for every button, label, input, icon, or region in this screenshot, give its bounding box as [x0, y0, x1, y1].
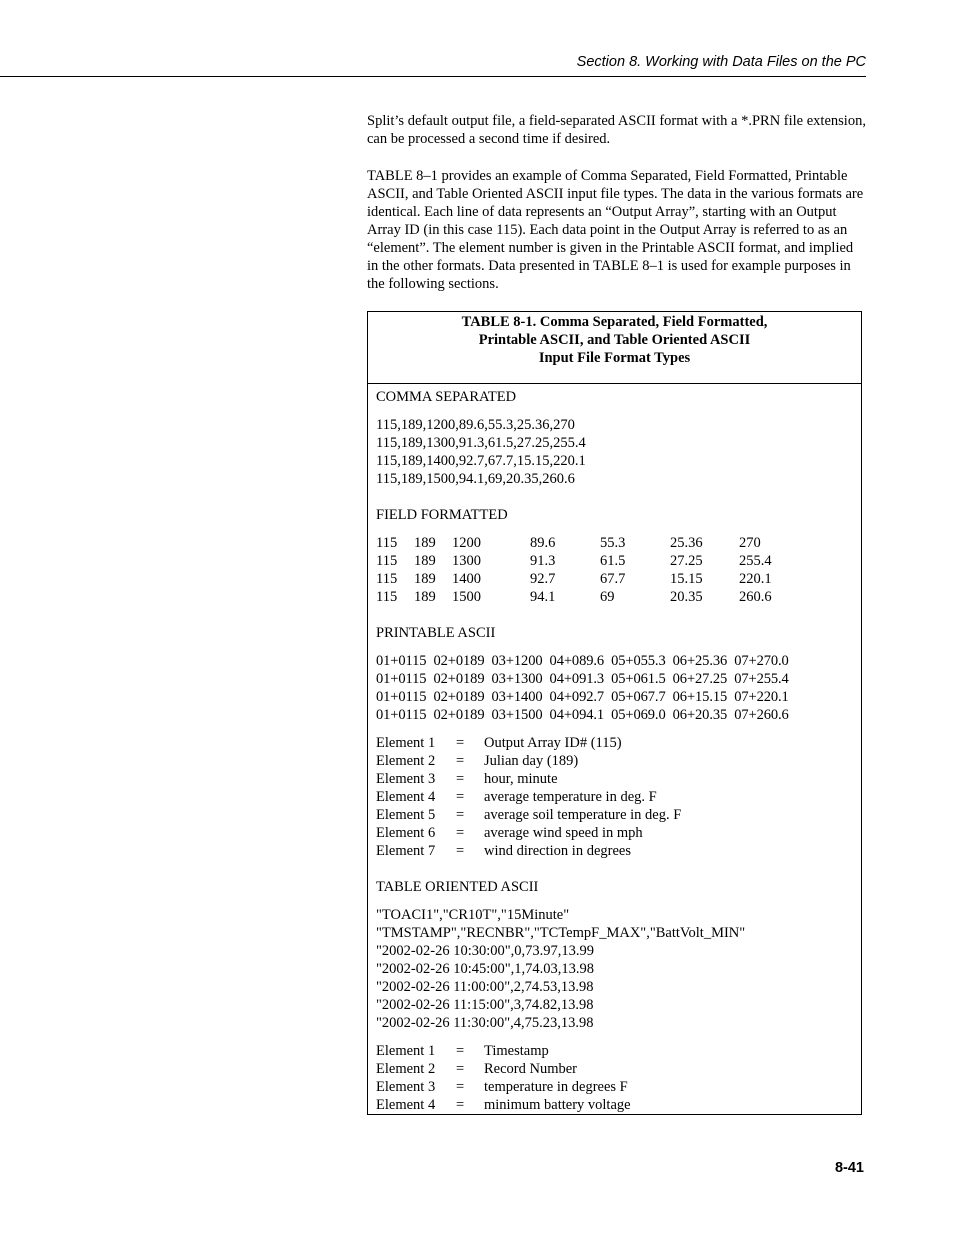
element-definition — [376, 1042, 861, 1060]
format-table — [367, 311, 862, 1115]
section-heading-printable: PRINTABLE ASCII — [376, 625, 496, 641]
field-cell: 1500 — [452, 589, 481, 605]
field-cell: 189 — [414, 553, 436, 569]
data-line: 01+0115 02+0189 03+1200 04+089.6 05+055.3 06+25.36 07+270.0 — [376, 653, 789, 669]
running-header: Section 8. Working with Data Files on the PC — [576, 54, 866, 70]
element-description: wind direction in degrees — [484, 843, 631, 859]
element-description: average soil temperature in deg. F — [484, 807, 682, 823]
data-line: "TMSTAMP","RECNBR","TCTempF_MAX","BattVolt_MIN" — [376, 925, 746, 941]
equals-sign: = — [456, 1079, 465, 1095]
data-line: 115,189,1400,92.7,67.7,15.15,220.1 — [376, 453, 586, 469]
element-definition — [376, 806, 861, 824]
element-label: Element 3 — [376, 1079, 436, 1095]
data-line: 115,189,1200,89.6,55.3,25.36,270 — [376, 417, 575, 433]
printable-elements — [376, 734, 861, 860]
element-definition — [376, 1060, 861, 1078]
field-cell: 260.6 — [739, 589, 772, 605]
field-cell: 15.15 — [670, 571, 703, 587]
field-cell: 27.25 — [670, 553, 703, 569]
field-cell: 255.4 — [739, 553, 772, 569]
toa-lines — [376, 906, 861, 1032]
equals-sign: = — [456, 753, 465, 769]
field-cell: 115 — [376, 535, 398, 551]
field-cell: 189 — [414, 589, 436, 605]
equals-sign: = — [456, 1097, 465, 1113]
table-title-line: TABLE 8-1. Comma Separated, Field Formatted, — [461, 314, 768, 330]
field-cell: 1400 — [452, 571, 481, 587]
equals-sign: = — [456, 825, 465, 841]
element-label: Element 2 — [376, 1061, 436, 1077]
element-label: Element 7 — [376, 843, 436, 859]
element-definition — [376, 1078, 861, 1096]
element-label: Element 2 — [376, 753, 436, 769]
element-definition — [376, 788, 861, 806]
element-definition — [376, 770, 861, 788]
element-label: Element 1 — [376, 735, 436, 751]
data-line: 115,189,1500,94.1,69,20.35,260.6 — [376, 471, 575, 487]
element-description: average temperature in deg. F — [484, 789, 657, 805]
element-description: minimum battery voltage — [484, 1097, 631, 1113]
comma-lines — [376, 416, 861, 488]
header-rule — [0, 76, 866, 77]
section-heading-comma: COMMA SEPARATED — [376, 389, 517, 405]
section-heading-field: FIELD FORMATTED — [376, 507, 508, 523]
data-line: 01+0115 02+0189 03+1300 04+091.3 05+061.5 06+27.25 07+255.4 — [376, 671, 789, 687]
table-title — [368, 312, 861, 384]
page-number: 8-41 — [834, 1160, 864, 1176]
equals-sign: = — [456, 771, 465, 787]
element-description: temperature in degrees F — [484, 1079, 628, 1095]
field-cell: 55.3 — [600, 535, 626, 551]
paragraph-1: Split’s default output file, a field-separated ASCII format with a *.PRN file extension, can be processed a second time if desired. — [367, 113, 866, 147]
table-title-line: Input File Format Types — [538, 350, 691, 366]
equals-sign: = — [456, 735, 465, 751]
data-line: 01+0115 02+0189 03+1400 04+092.7 05+067.7 06+15.15 07+220.1 — [376, 689, 789, 705]
data-line: "2002-02-26 11:15:00",3,74.82,13.98 — [376, 997, 594, 1013]
element-label: Element 3 — [376, 771, 436, 787]
equals-sign: = — [456, 843, 465, 859]
equals-sign: = — [456, 807, 465, 823]
element-definition — [376, 842, 861, 860]
data-line: "2002-02-26 10:45:00",1,74.03,13.98 — [376, 961, 595, 977]
paragraph-2: TABLE 8–1 provides an example of Comma Separated, Field Formatted, Printable ASCII, and Table Oriented ASCII input file types. The data in the various formats are identical. Each line of data represents an “Output Array”, starting with an Output Array ID (in this case 115). Each data point in the Output Array is referred to as an “element”. The element number is given in the Printable ASCII format, and implied in the other formats. Data presented in TABLE 8–1 is used for example purposes in the following sections. — [367, 168, 864, 292]
table-title-line: Printable ASCII, and Table Oriented ASCII — [478, 332, 751, 348]
element-description: Julian day (189) — [484, 753, 579, 769]
element-label: Element 6 — [376, 825, 436, 841]
table-content — [368, 384, 861, 1114]
equals-sign: = — [456, 1043, 465, 1059]
element-label: Element 1 — [376, 1043, 436, 1059]
section-heading-toa: TABLE ORIENTED ASCII — [376, 879, 539, 895]
element-description: hour, minute — [484, 771, 558, 787]
equals-sign: = — [456, 789, 465, 805]
element-description: Timestamp — [484, 1043, 549, 1059]
field-rows — [376, 534, 861, 606]
field-cell: 89.6 — [530, 535, 556, 551]
element-label: Element 4 — [376, 789, 436, 805]
field-cell: 189 — [414, 571, 436, 587]
field-cell: 115 — [376, 589, 398, 605]
field-row — [376, 588, 861, 606]
field-cell: 1300 — [452, 553, 481, 569]
data-line: "2002-02-26 11:30:00",4,75.23,13.98 — [376, 1015, 594, 1031]
field-cell: 91.3 — [530, 553, 556, 569]
field-cell: 270 — [739, 535, 761, 551]
toa-elements — [376, 1042, 861, 1114]
element-description: Output Array ID# (115) — [484, 735, 622, 751]
element-description: Record Number — [484, 1061, 578, 1077]
field-cell: 115 — [376, 553, 398, 569]
field-row — [376, 552, 861, 570]
equals-sign: = — [456, 1061, 465, 1077]
field-cell: 25.36 — [670, 535, 703, 551]
printable-lines — [376, 652, 861, 724]
element-definition — [376, 734, 861, 752]
data-line: 115,189,1300,91.3,61.5,27.25,255.4 — [376, 435, 586, 451]
field-cell: 1200 — [452, 535, 481, 551]
element-label: Element 4 — [376, 1097, 436, 1113]
element-definition — [376, 752, 861, 770]
field-row — [376, 570, 861, 588]
data-line: 01+0115 02+0189 03+1500 04+094.1 05+069.0 06+20.35 07+260.6 — [376, 707, 789, 723]
field-cell: 69 — [600, 589, 615, 605]
data-line: "2002-02-26 10:30:00",0,73.97,13.99 — [376, 943, 595, 959]
element-definition — [376, 824, 861, 842]
field-cell: 220.1 — [739, 571, 772, 587]
field-cell: 61.5 — [600, 553, 626, 569]
field-cell: 94.1 — [530, 589, 556, 605]
element-label: Element 5 — [376, 807, 436, 823]
field-cell: 67.7 — [600, 571, 626, 587]
element-definition — [376, 1096, 861, 1114]
field-row — [376, 534, 861, 552]
field-cell: 20.35 — [670, 589, 703, 605]
data-line: "TOACI1","CR10T","15Minute" — [376, 907, 570, 923]
field-cell: 115 — [376, 571, 398, 587]
field-cell: 189 — [414, 535, 436, 551]
element-description: average wind speed in mph — [484, 825, 643, 841]
data-line: "2002-02-26 11:00:00",2,74.53,13.98 — [376, 979, 594, 995]
field-cell: 92.7 — [530, 571, 556, 587]
